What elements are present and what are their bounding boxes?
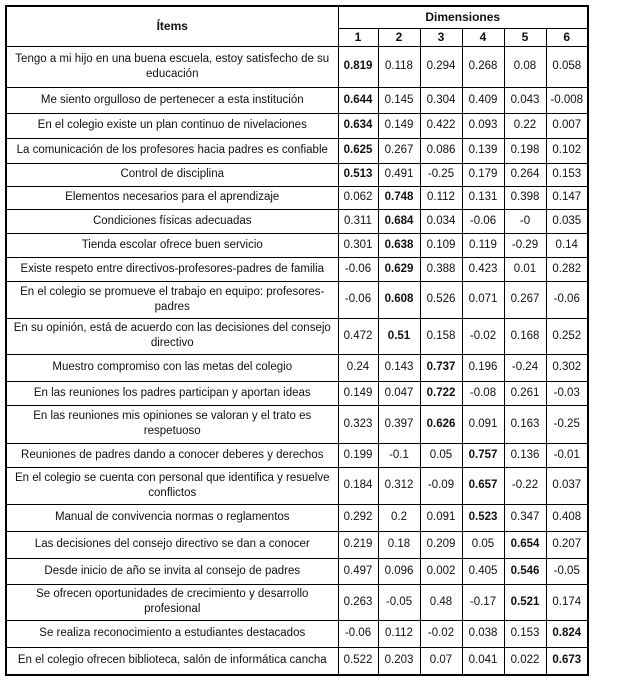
loading-value-dim-6: 0.302 (546, 354, 588, 381)
loading-value-dim-1: 0.819 (338, 46, 378, 87)
loading-value-dim-1: 0.149 (338, 381, 378, 405)
loading-value-dim-1: 0.24 (338, 354, 378, 381)
loading-value-dim-2: 0.51 (378, 318, 420, 354)
table-row (6, 318, 588, 354)
table-row (6, 281, 588, 318)
loading-value-dim-6: 0.408 (546, 504, 588, 531)
table-row (6, 381, 588, 405)
loading-value-dim-4: -0.02 (462, 318, 504, 354)
loading-value-dim-5: 0.163 (504, 405, 546, 443)
loading-value-dim-3: 0.626 (420, 405, 462, 443)
loading-value-dim-3: 0.091 (420, 504, 462, 531)
loading-value-dim-2: 0.267 (378, 138, 420, 163)
loading-value-dim-6: 0.207 (546, 531, 588, 558)
loading-value-dim-3: 0.526 (420, 281, 462, 318)
dimensions-header: Dimensiones (338, 6, 588, 28)
loading-value-dim-1: 0.472 (338, 318, 378, 354)
loading-value-dim-4: 0.131 (462, 186, 504, 209)
loading-value-dim-5: -0 (504, 209, 546, 233)
loading-value-dim-2: 0.397 (378, 405, 420, 443)
loading-value-dim-1: 0.301 (338, 233, 378, 257)
loading-value-dim-5: 0.22 (504, 113, 546, 138)
loading-value-dim-2: 0.2 (378, 504, 420, 531)
loading-value-dim-5: 0.347 (504, 504, 546, 531)
loading-value-dim-3: -0.25 (420, 163, 462, 186)
loading-value-dim-3: 0.294 (420, 46, 462, 87)
table-row (6, 87, 588, 113)
loading-value-dim-5: 0.654 (504, 531, 546, 558)
loading-value-dim-6: 0.102 (546, 138, 588, 163)
loading-value-dim-2: 0.748 (378, 186, 420, 209)
loading-value-dim-5: 0.01 (504, 257, 546, 281)
item-text: En las reuniones los padres participan y aportan ideas (6, 381, 338, 405)
item-text: En el colegio se promueve el trabajo en equipo: profesores-padres (6, 281, 338, 318)
loading-value-dim-4: 0.071 (462, 281, 504, 318)
loading-value-dim-3: -0.02 (420, 620, 462, 647)
table-row (6, 186, 588, 209)
loading-value-dim-2: 0.145 (378, 87, 420, 113)
loading-value-dim-2: -0.05 (378, 584, 420, 620)
loading-value-dim-3: 0.48 (420, 584, 462, 620)
loading-value-dim-6: 0.147 (546, 186, 588, 209)
item-text: Me siento orgulloso de pertenecer a esta institución (6, 87, 338, 113)
loading-value-dim-1: 0.062 (338, 186, 378, 209)
dimension-header-2: 2 (378, 28, 420, 46)
loading-value-dim-4: 0.179 (462, 163, 504, 186)
table-row (6, 113, 588, 138)
loading-value-dim-3: 0.388 (420, 257, 462, 281)
loading-value-dim-3: 0.109 (420, 233, 462, 257)
loading-value-dim-1: -0.06 (338, 620, 378, 647)
loading-value-dim-3: -0.09 (420, 467, 462, 504)
loading-value-dim-5: 0.153 (504, 620, 546, 647)
loading-value-dim-4: 0.423 (462, 257, 504, 281)
loading-value-dim-6: 0.14 (546, 233, 588, 257)
loading-value-dim-2: 0.149 (378, 113, 420, 138)
table-row (6, 257, 588, 281)
loading-value-dim-5: 0.136 (504, 443, 546, 467)
loading-value-dim-1: 0.522 (338, 647, 378, 675)
loading-value-dim-1: 0.292 (338, 504, 378, 531)
loading-value-dim-4: 0.041 (462, 647, 504, 675)
item-text: Se realiza reconocimiento a estudiantes destacados (6, 620, 338, 647)
loading-value-dim-4: 0.757 (462, 443, 504, 467)
loading-value-dim-5: 0.043 (504, 87, 546, 113)
item-text: Muestro compromiso con las metas del colegio (6, 354, 338, 381)
loading-value-dim-2: 0.143 (378, 354, 420, 381)
table-row (6, 405, 588, 443)
loading-value-dim-3: 0.304 (420, 87, 462, 113)
item-text: Se ofrecen oportunidades de crecimiento y desarrollo profesional (6, 584, 338, 620)
loading-value-dim-2: 0.638 (378, 233, 420, 257)
item-text: Desde inicio de año se invita al consejo de padres (6, 558, 338, 584)
table-row (6, 558, 588, 584)
loading-value-dim-4: 0.409 (462, 87, 504, 113)
loading-value-dim-4: 0.093 (462, 113, 504, 138)
item-text: En el colegio se cuenta con personal que identifica y resuelve conflictos (6, 467, 338, 504)
dimension-header-6: 6 (546, 28, 588, 46)
loading-value-dim-4: 0.038 (462, 620, 504, 647)
table-row (6, 620, 588, 647)
loading-value-dim-3: 0.722 (420, 381, 462, 405)
table-row (6, 46, 588, 87)
loading-value-dim-4: 0.268 (462, 46, 504, 87)
loading-value-dim-1: 0.263 (338, 584, 378, 620)
loading-value-dim-1: 0.219 (338, 531, 378, 558)
loading-value-dim-1: 0.513 (338, 163, 378, 186)
loading-value-dim-1: -0.06 (338, 281, 378, 318)
loading-value-dim-6: 0.282 (546, 257, 588, 281)
loading-value-dim-6: -0.03 (546, 381, 588, 405)
dimension-header-4: 4 (462, 28, 504, 46)
loading-value-dim-4: 0.523 (462, 504, 504, 531)
table-row (6, 233, 588, 257)
loading-value-dim-5: 0.198 (504, 138, 546, 163)
loading-value-dim-2: 0.096 (378, 558, 420, 584)
loading-value-dim-2: 0.203 (378, 647, 420, 675)
loading-value-dim-1: 0.497 (338, 558, 378, 584)
loading-value-dim-6: 0.252 (546, 318, 588, 354)
dimension-header-3: 3 (420, 28, 462, 46)
item-text: Elementos necesarios para el aprendizaje (6, 186, 338, 209)
loading-value-dim-2: -0.1 (378, 443, 420, 467)
loading-value-dim-3: 0.05 (420, 443, 462, 467)
item-text: En su opinión, está de acuerdo con las decisiones del consejo directivo (6, 318, 338, 354)
loading-value-dim-6: 0.037 (546, 467, 588, 504)
loading-value-dim-6: 0.035 (546, 209, 588, 233)
loading-value-dim-6: -0.008 (546, 87, 588, 113)
table-row (6, 354, 588, 381)
loading-value-dim-1: 0.199 (338, 443, 378, 467)
item-text: Existe respeto entre directivos-profesores-padres de familia (6, 257, 338, 281)
loading-value-dim-2: 0.491 (378, 163, 420, 186)
loading-value-dim-2: 0.047 (378, 381, 420, 405)
table-row (6, 584, 588, 620)
loading-value-dim-6: 0.007 (546, 113, 588, 138)
loading-value-dim-1: 0.625 (338, 138, 378, 163)
dimension-header-5: 5 (504, 28, 546, 46)
loading-value-dim-4: 0.119 (462, 233, 504, 257)
item-text: Las decisiones del consejo directivo se dan a conocer (6, 531, 338, 558)
loading-value-dim-3: 0.034 (420, 209, 462, 233)
loading-value-dim-2: 0.312 (378, 467, 420, 504)
item-text: Control de disciplina (6, 163, 338, 186)
loading-value-dim-4: -0.06 (462, 209, 504, 233)
loading-value-dim-5: 0.546 (504, 558, 546, 584)
loading-value-dim-2: 0.608 (378, 281, 420, 318)
loading-value-dim-2: 0.684 (378, 209, 420, 233)
loading-value-dim-3: 0.112 (420, 186, 462, 209)
table-row (6, 504, 588, 531)
loading-value-dim-5: -0.29 (504, 233, 546, 257)
item-text: Tengo a mi hijo en una buena escuela, estoy satisfecho de su educación (6, 46, 338, 87)
item-text: Reuniones de padres dando a conocer deberes y derechos (6, 443, 338, 467)
loading-value-dim-1: 0.184 (338, 467, 378, 504)
table-row (6, 531, 588, 558)
loading-value-dim-6: -0.25 (546, 405, 588, 443)
loading-value-dim-5: 0.267 (504, 281, 546, 318)
loading-value-dim-4: 0.657 (462, 467, 504, 504)
loading-value-dim-3: 0.086 (420, 138, 462, 163)
loading-value-dim-1: 0.311 (338, 209, 378, 233)
loading-value-dim-3: 0.07 (420, 647, 462, 675)
loading-value-dim-1: 0.644 (338, 87, 378, 113)
loading-value-dim-1: 0.634 (338, 113, 378, 138)
loading-value-dim-5: -0.24 (504, 354, 546, 381)
table-row (6, 209, 588, 233)
loading-value-dim-3: 0.158 (420, 318, 462, 354)
table-row (6, 467, 588, 504)
loading-value-dim-6: -0.05 (546, 558, 588, 584)
table-row (6, 443, 588, 467)
loading-value-dim-6: 0.673 (546, 647, 588, 675)
loading-value-dim-6: 0.058 (546, 46, 588, 87)
item-text: En el colegio existe un plan continuo de nivelaciones (6, 113, 338, 138)
loading-value-dim-4: 0.05 (462, 531, 504, 558)
loading-value-dim-3: 0.209 (420, 531, 462, 558)
loading-value-dim-2: 0.18 (378, 531, 420, 558)
item-text: Tienda escolar ofrece buen servicio (6, 233, 338, 257)
loading-value-dim-3: 0.002 (420, 558, 462, 584)
loading-value-dim-5: 0.168 (504, 318, 546, 354)
loading-value-dim-4: 0.196 (462, 354, 504, 381)
table-row (6, 647, 588, 675)
loading-value-dim-1: -0.06 (338, 257, 378, 281)
items-header: Ítems (6, 6, 338, 46)
loading-value-dim-3: 0.422 (420, 113, 462, 138)
loading-value-dim-4: -0.17 (462, 584, 504, 620)
loading-value-dim-4: 0.139 (462, 138, 504, 163)
loading-value-dim-4: 0.091 (462, 405, 504, 443)
loading-value-dim-6: -0.01 (546, 443, 588, 467)
loading-value-dim-5: -0.22 (504, 467, 546, 504)
loading-value-dim-2: 0.112 (378, 620, 420, 647)
loading-value-dim-6: -0.06 (546, 281, 588, 318)
dimension-header-1: 1 (338, 28, 378, 46)
table-row (6, 163, 588, 186)
loading-value-dim-6: 0.153 (546, 163, 588, 186)
loading-value-dim-2: 0.118 (378, 46, 420, 87)
loading-value-dim-5: 0.08 (504, 46, 546, 87)
loading-value-dim-5: 0.521 (504, 584, 546, 620)
loading-value-dim-5: 0.264 (504, 163, 546, 186)
loading-value-dim-5: 0.261 (504, 381, 546, 405)
loading-value-dim-5: 0.022 (504, 647, 546, 675)
loading-value-dim-4: -0.08 (462, 381, 504, 405)
factor-loadings-table (5, 5, 589, 676)
loading-value-dim-6: 0.824 (546, 620, 588, 647)
item-text: En las reuniones mis opiniones se valoran y el trato es respetuoso (6, 405, 338, 443)
item-text: Condiciones físicas adecuadas (6, 209, 338, 233)
loading-value-dim-1: 0.323 (338, 405, 378, 443)
loading-value-dim-2: 0.629 (378, 257, 420, 281)
loading-value-dim-3: 0.737 (420, 354, 462, 381)
item-text: En el colegio ofrecen biblioteca, salón de informática cancha (6, 647, 338, 675)
table-row (6, 138, 588, 163)
loading-value-dim-5: 0.398 (504, 186, 546, 209)
item-text: La comunicación de los profesores hacia padres es confiable (6, 138, 338, 163)
item-text: Manual de convivencia normas o reglamentos (6, 504, 338, 531)
loading-value-dim-6: 0.174 (546, 584, 588, 620)
loading-value-dim-4: 0.405 (462, 558, 504, 584)
